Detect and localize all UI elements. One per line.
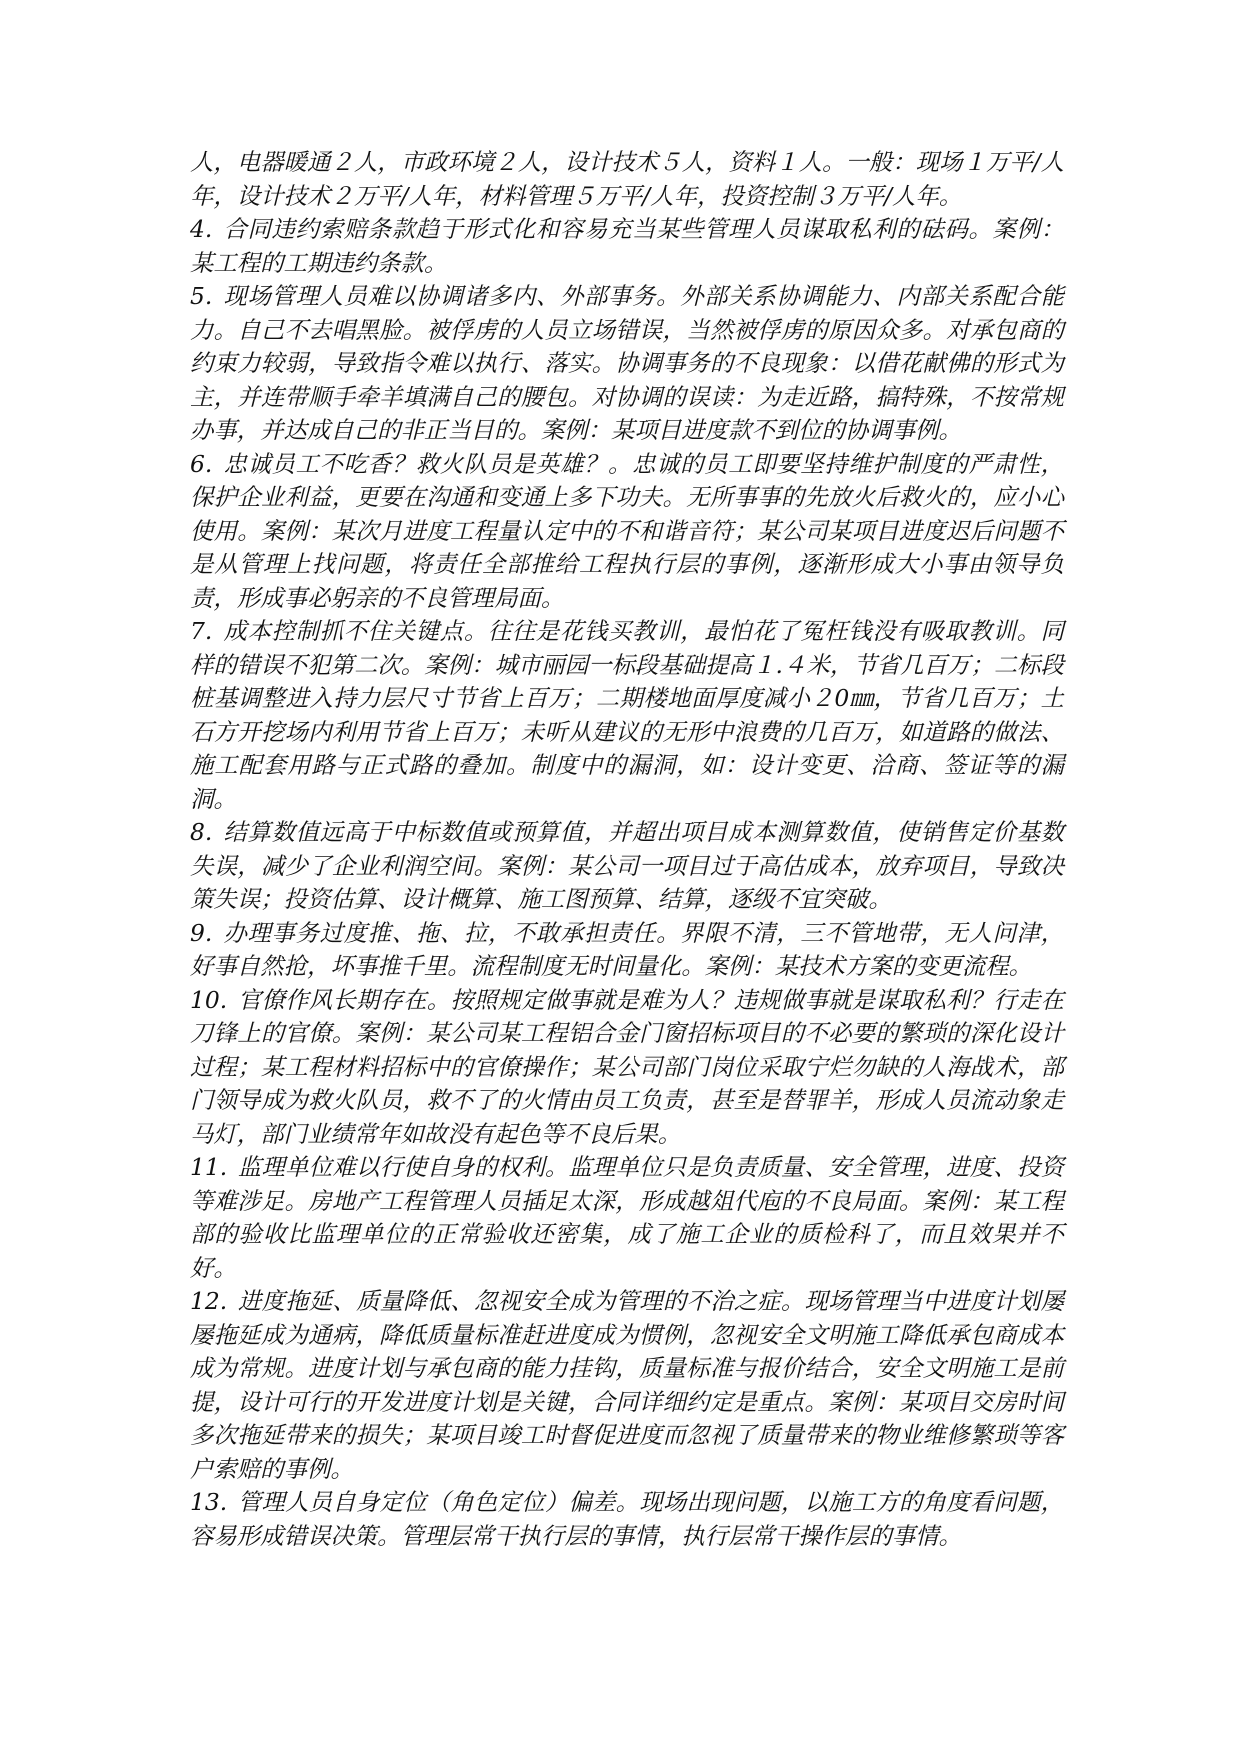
paragraph-text: 办理事务过度推、拖、拉，不敢承担责任。界限不清，三不管地带，无人问津，好事自然抢，坏事推千里。流程制度无时间量化。案例：某技术方案的变更流程。: [190, 918, 1064, 980]
paragraph-item-7: [190, 615, 1064, 816]
paragraph-number: 4.: [190, 215, 213, 243]
paragraph-number: 6.: [190, 449, 213, 478]
paragraph-text: 管理人员自身定位（角色定位）偏差。现场出现问题，以施工方的角度看问题，容易形成错误决策。管理层常干执行层的事情，执行层常干操作层的事情。: [190, 1488, 1064, 1550]
paragraph-item-8: [190, 816, 1064, 917]
paragraph-number: 5.: [190, 282, 213, 310]
paragraph-item-5: [190, 280, 1064, 448]
paragraph-text: 人，电器暖通２人，市政环境２人，设计技术５人，资料１人。一般：现场１万平/人年，设计技术２万平/人年，材料管理５万平/人年，投资控制３万平/人年。: [190, 148, 1064, 210]
paragraph-item-12: [190, 1285, 1064, 1486]
paragraph-item-4: [190, 213, 1064, 280]
paragraph-item-9: [190, 917, 1064, 984]
paragraph-text: 官僚作风长期存在。按照规定做事就是难为人？违规做事就是谋取私利？行走在刀锋上的官僚。案例：某公司某工程铝合金门窗招标项目的不必要的繁琐的深化设计过程；某工程材料招标中的官僚操作；某公司部门岗位采取宁烂勿缺的人海战术，部门领导成为救火队员，救不了的火情由员工负责，甚至是替罪羊，形成人员流动象走马灯，部门业绩常年如故没有起色等不良后果。: [190, 985, 1064, 1148]
paragraph-number: 9.: [190, 918, 213, 947]
paragraph-item-13: [190, 1486, 1064, 1553]
paragraph-text: 成本控制抓不住关键点。往往是花钱买教训，最怕花了冤枉钱没有吸取教训。同样的错误不犯第二次。案例：城市丽园一标段基础提高１.４米，节省几百万；二标段桩基调整进入持力层尺寸节省上百万；二期楼地面厚度减小２0㎜，节省几百万；土石方开挖场内利用节省上百万；未听从建议的无形中浪费的几百万，如道路的做法、施工配套用路与正式路的叠加。制度中的漏洞，如：设计变更、洽商、签证等的漏洞。: [190, 617, 1064, 813]
document-page: [190, 146, 1064, 1553]
paragraph-text: 忠诚员工不吃香？救火队员是英雄？。忠诚的员工即要坚持维护制度的严肃性，保护企业利益，更要在沟通和变通上多下功夫。无所事事的先放火后救火的，应小心使用。案例：某次月进度工程量认定中的不和谐音符；某公司某项目进度迟后问题不是从管理上找问题，将责任全部推给工程执行层的事例，逐渐形成大小事由领导负责，形成事必躬亲的不良管理局面。: [190, 449, 1064, 612]
paragraph-number: 10.: [190, 985, 228, 1014]
paragraph-text: 现场管理人员难以协调诸多内、外部事务。外部关系协调能力、内部关系配合能力。自己不去唱黑脸。被俘虏的人员立场错误，当然被俘虏的原因众多。对承包商的约束力较弱，导致指令难以执行、落实。协调事务的不良现象：以借花献佛的形式为主，并连带顺手牵羊填满自己的腰包。对协调的误读：为走近路，搞特殊，不按常规办事，并达成自己的非正当目的。案例：某项目进度款不到位的协调事例。: [190, 282, 1064, 444]
paragraph-item-6: [190, 448, 1064, 616]
paragraph-text: 结算数值远高于中标数值或预算值，并超出项目成本测算数值，使销售定价基数失误，减少了企业利润空间。案例：某公司一项目过于高估成本，放弃项目，导致决策失误；投资估算、设计概算、施工图预算、结算，逐级不宜突破。: [190, 818, 1064, 913]
paragraph-number: 11.: [190, 1153, 228, 1181]
paragraph-text: 进度拖延、质量降低、忽视安全成为管理的不治之症。现场管理当中进度计划屡屡拖延成为通病，降低质量标准赶进度成为惯例，忽视安全文明施工降低承包商成本成为常规。进度计划与承包商的能力挂钩，质量标准与报价结合，安全文明施工是前提，设计可行的开发进度计划是关键，合同详细约定是重点。案例：某项目交房时间多次拖延带来的损失；某项目竣工时督促进度而忽视了质量带来的物业维修繁琐等客户索赔的事例。: [190, 1287, 1064, 1483]
paragraph-item-11: [190, 1151, 1064, 1285]
paragraph-number: 13.: [190, 1488, 228, 1516]
paragraph-text: 监理单位难以行使自身的权利。监理单位只是负责质量、安全管理，进度、投资等难涉足。房地产工程管理人员插足太深，形成越俎代庖的不良局面。案例：某工程部的验收比监理单位的正常验收还密集，成了施工企业的质检科了，而且效果并不好。: [190, 1153, 1064, 1282]
paragraph-number: 7.: [190, 617, 213, 645]
paragraph-item-10: [190, 984, 1064, 1152]
paragraph-number: 12.: [190, 1287, 228, 1315]
paragraph-number: 8.: [190, 818, 213, 846]
paragraph-text: 合同违约索赔条款趋于形式化和容易充当某些管理人员谋取私利的砝码。案例：某工程的工期违约条款。: [190, 215, 1064, 277]
paragraph-continuation: [190, 146, 1064, 213]
